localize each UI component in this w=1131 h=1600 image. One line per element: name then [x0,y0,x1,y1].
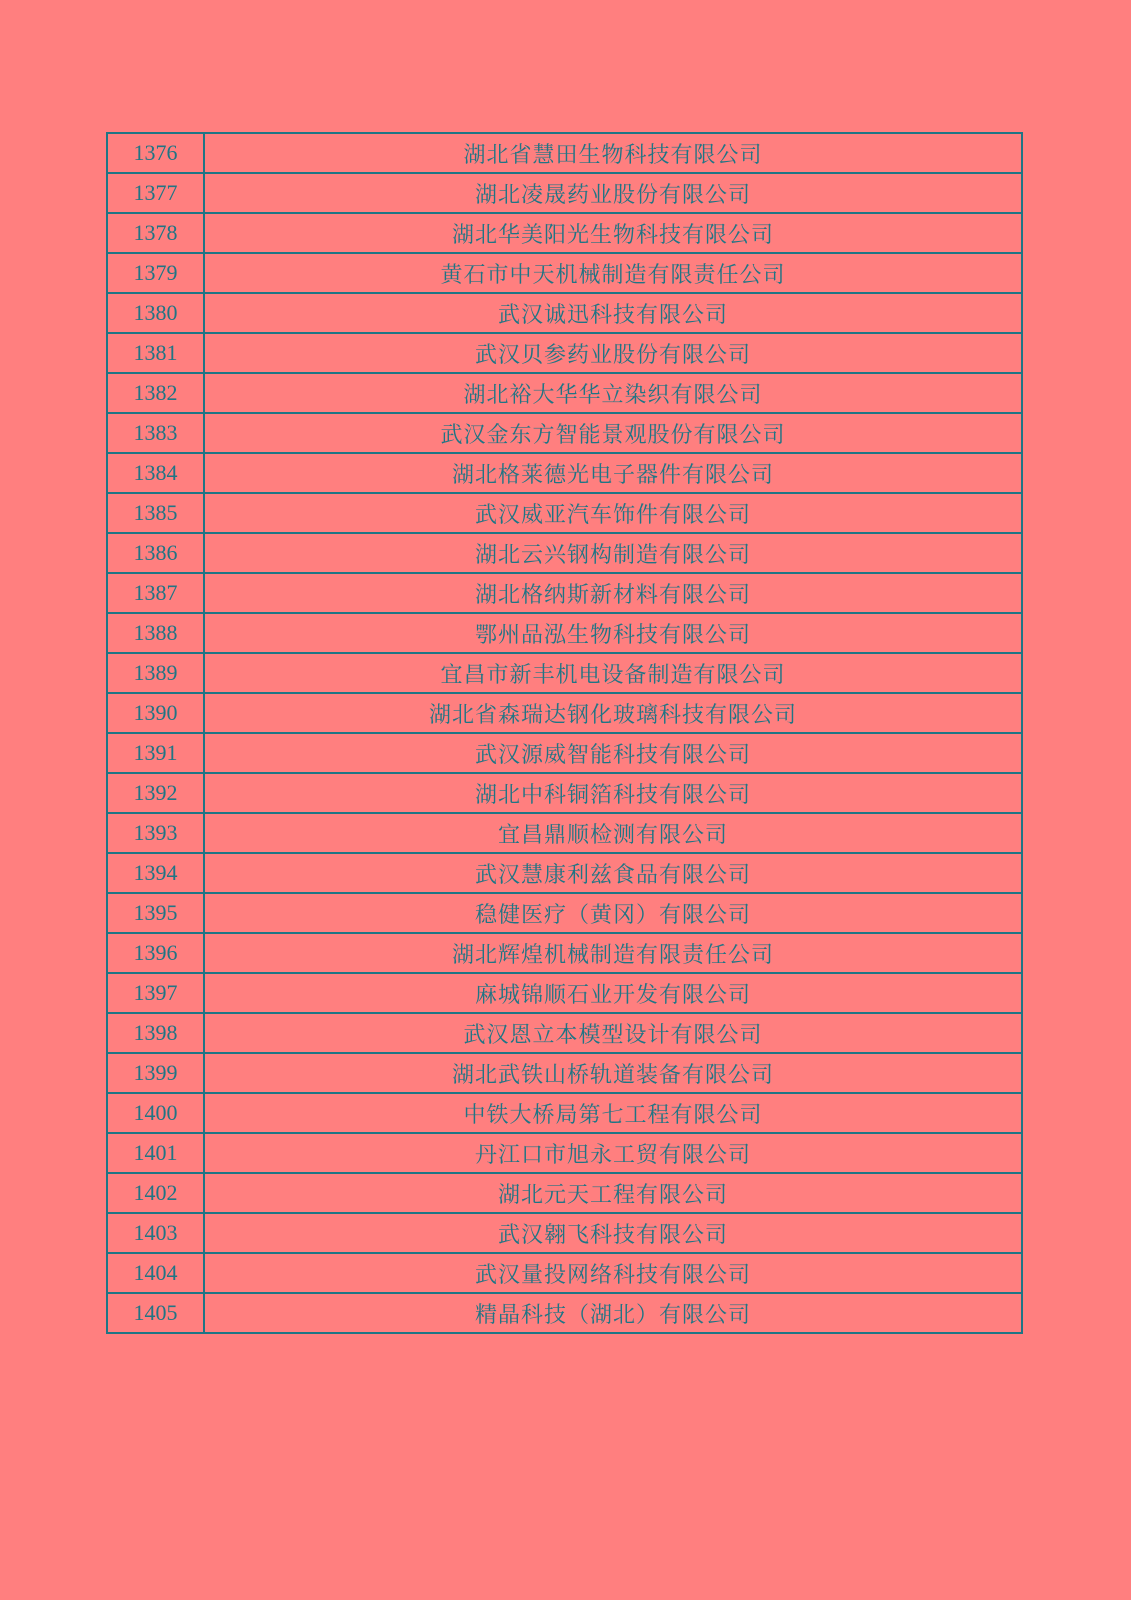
table-row [107,1253,1022,1293]
row-number-cell: 1395 [107,893,204,933]
company-name-cell: 湖北省森瑞达钢化玻璃科技有限公司 [204,693,1022,733]
company-name-cell: 武汉贝参药业股份有限公司 [204,333,1022,373]
table-row [107,1053,1022,1093]
table-row [107,773,1022,813]
row-number-cell: 1392 [107,773,204,813]
row-number-cell: 1398 [107,1013,204,1053]
company-name-cell: 湖北裕大华华立染织有限公司 [204,373,1022,413]
row-number-cell: 1379 [107,253,204,293]
table-row [107,413,1022,453]
row-number-cell: 1402 [107,1173,204,1213]
company-name-cell: 宜昌市新丰机电设备制造有限公司 [204,653,1022,693]
company-name-cell: 湖北元天工程有限公司 [204,1173,1022,1213]
table-row [107,1173,1022,1213]
company-name-cell: 湖北格纳斯新材料有限公司 [204,573,1022,613]
row-number-cell: 1382 [107,373,204,413]
row-number-cell: 1400 [107,1093,204,1133]
table-row [107,813,1022,853]
row-number-cell: 1386 [107,533,204,573]
row-number-cell: 1378 [107,213,204,253]
company-name-cell: 湖北格莱德光电子器件有限公司 [204,453,1022,493]
table-row [107,333,1022,373]
table-row [107,373,1022,413]
company-name-cell: 湖北云兴钢构制造有限公司 [204,533,1022,573]
table-row [107,853,1022,893]
table-body [107,133,1022,1333]
company-name-cell: 武汉慧康利兹食品有限公司 [204,853,1022,893]
row-number-cell: 1397 [107,973,204,1013]
table-row [107,613,1022,653]
company-name-cell: 稳健医疗（黄冈）有限公司 [204,893,1022,933]
row-number-cell: 1388 [107,613,204,653]
company-list-table [106,132,1023,1334]
company-name-cell: 湖北省慧田生物科技有限公司 [204,133,1022,173]
table-row [107,1293,1022,1333]
company-name-cell: 武汉诚迅科技有限公司 [204,293,1022,333]
table-row [107,453,1022,493]
row-number-cell: 1376 [107,133,204,173]
table-row [107,253,1022,293]
company-name-cell: 麻城锦顺石业开发有限公司 [204,973,1022,1013]
row-number-cell: 1383 [107,413,204,453]
company-name-cell: 武汉恩立本模型设计有限公司 [204,1013,1022,1053]
company-name-cell: 武汉金东方智能景观股份有限公司 [204,413,1022,453]
table-row [107,1133,1022,1173]
row-number-cell: 1384 [107,453,204,493]
table-row [107,893,1022,933]
table-row [107,933,1022,973]
row-number-cell: 1390 [107,693,204,733]
table-row [107,573,1022,613]
table-row [107,493,1022,533]
row-number-cell: 1404 [107,1253,204,1293]
row-number-cell: 1394 [107,853,204,893]
row-number-cell: 1396 [107,933,204,973]
table-row [107,1013,1022,1053]
table-row [107,653,1022,693]
row-number-cell: 1389 [107,653,204,693]
row-number-cell: 1399 [107,1053,204,1093]
company-name-cell: 湖北中科铜箔科技有限公司 [204,773,1022,813]
company-name-cell: 中铁大桥局第七工程有限公司 [204,1093,1022,1133]
table-row [107,173,1022,213]
table-row [107,533,1022,573]
row-number-cell: 1380 [107,293,204,333]
row-number-cell: 1377 [107,173,204,213]
row-number-cell: 1403 [107,1213,204,1253]
table-row [107,733,1022,773]
company-name-cell: 鄂州品泓生物科技有限公司 [204,613,1022,653]
table-row [107,1213,1022,1253]
row-number-cell: 1381 [107,333,204,373]
company-name-cell: 武汉翱飞科技有限公司 [204,1213,1022,1253]
table-row [107,293,1022,333]
row-number-cell: 1393 [107,813,204,853]
company-name-cell: 湖北辉煌机械制造有限责任公司 [204,933,1022,973]
table-row [107,133,1022,173]
company-name-cell: 丹江口市旭永工贸有限公司 [204,1133,1022,1173]
row-number-cell: 1387 [107,573,204,613]
row-number-cell: 1385 [107,493,204,533]
row-number-cell: 1405 [107,1293,204,1333]
company-name-cell: 湖北武铁山桥轨道装备有限公司 [204,1053,1022,1093]
company-name-cell: 湖北华美阳光生物科技有限公司 [204,213,1022,253]
row-number-cell: 1391 [107,733,204,773]
company-name-cell: 湖北凌晟药业股份有限公司 [204,173,1022,213]
company-name-cell: 精晶科技（湖北）有限公司 [204,1293,1022,1333]
table-row [107,973,1022,1013]
table-row [107,693,1022,733]
table-row [107,213,1022,253]
company-name-cell: 武汉威亚汽车饰件有限公司 [204,493,1022,533]
row-number-cell: 1401 [107,1133,204,1173]
company-name-cell: 武汉量投网络科技有限公司 [204,1253,1022,1293]
company-name-cell: 黄石市中天机械制造有限责任公司 [204,253,1022,293]
company-name-cell: 武汉源威智能科技有限公司 [204,733,1022,773]
table-row [107,1093,1022,1133]
company-name-cell: 宜昌鼎顺检测有限公司 [204,813,1022,853]
